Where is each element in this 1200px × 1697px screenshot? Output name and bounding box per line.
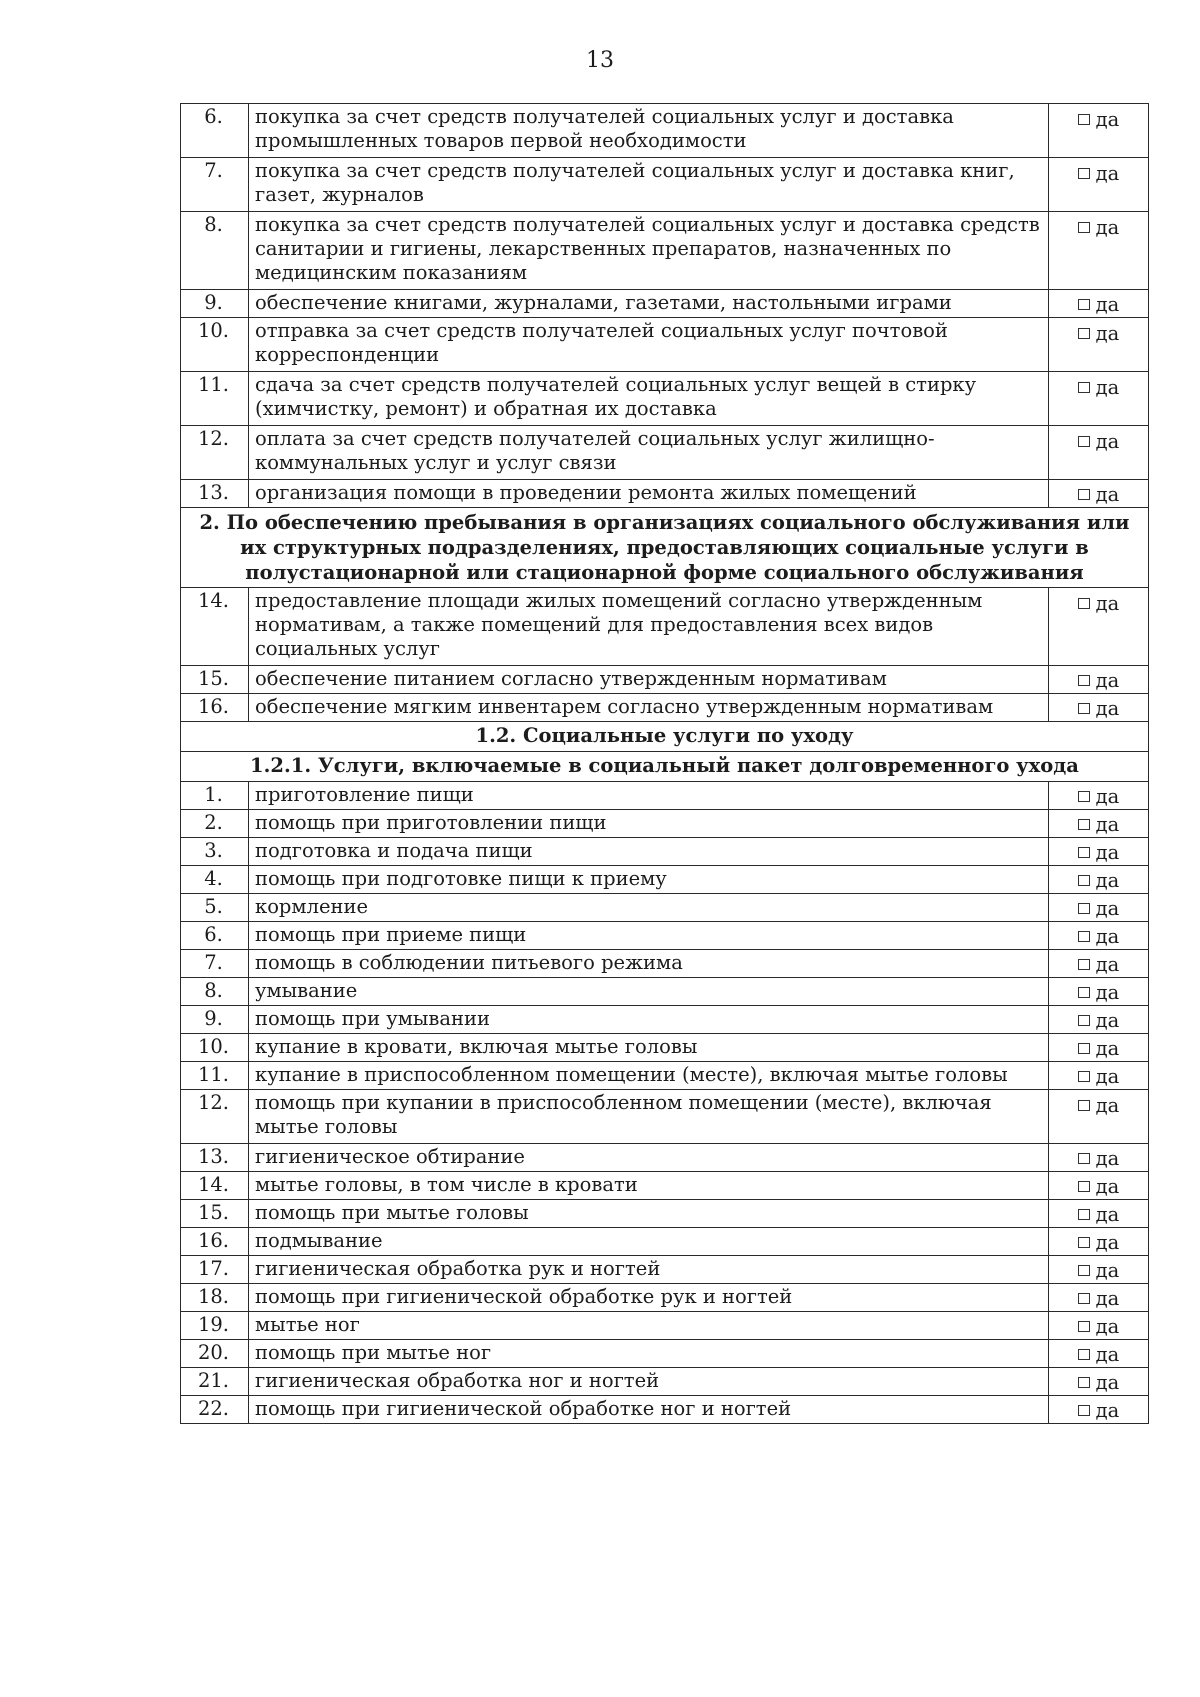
group-b-rows [181, 588, 1149, 722]
checkbox-cell [1049, 290, 1149, 318]
checkbox-cell [1049, 158, 1149, 212]
service-description: подмывание [249, 1228, 1049, 1256]
checkbox-icon[interactable] [1078, 222, 1090, 233]
row-number: 9. [181, 290, 249, 318]
table-row [181, 158, 1149, 212]
table-row [181, 1034, 1149, 1062]
service-description: помощь при умывании [249, 1006, 1049, 1034]
row-number: 5. [181, 894, 249, 922]
checkbox-label: да [1095, 813, 1120, 836]
row-number: 6. [181, 104, 249, 158]
row-number: 13. [181, 480, 249, 508]
row-number: 16. [181, 1228, 249, 1256]
table-row [181, 1284, 1149, 1312]
checkbox-icon[interactable] [1078, 1265, 1090, 1276]
row-number: 22. [181, 1396, 249, 1424]
table-row [181, 480, 1149, 508]
section-2-block [181, 508, 1149, 588]
services-table [180, 103, 1149, 1424]
table-row [181, 666, 1149, 694]
checkbox-icon[interactable] [1078, 382, 1090, 393]
section-1-2-block [181, 722, 1149, 782]
checkbox-label: да [1095, 430, 1120, 453]
checkbox-cell [1049, 372, 1149, 426]
table-row [181, 1062, 1149, 1090]
checkbox-icon[interactable] [1078, 931, 1090, 942]
checkbox-label: да [1095, 953, 1120, 976]
table-row [181, 1200, 1149, 1228]
row-number: 7. [181, 950, 249, 978]
checkbox-cell [1049, 1144, 1149, 1172]
table-row [181, 922, 1149, 950]
service-description: помощь при купании в приспособленном помещении (месте), включая мытье головы [249, 1090, 1049, 1144]
checkbox-cell [1049, 978, 1149, 1006]
checkbox-label: да [1095, 1315, 1120, 1338]
service-description: купание в кровати, включая мытье головы [249, 1034, 1049, 1062]
section-2-heading: 2. По обеспечению пребывания в организациях социального обслуживания или их структурных подразделениях, предоставляющих социальные услуги в полустационарной или стационарной форме социального обслуживания [181, 508, 1149, 588]
table-row [181, 212, 1149, 290]
checkbox-label: да [1095, 1231, 1120, 1254]
checkbox-cell [1049, 318, 1149, 372]
row-number: 9. [181, 1006, 249, 1034]
checkbox-icon[interactable] [1078, 598, 1090, 609]
checkbox-icon[interactable] [1078, 1405, 1090, 1416]
checkbox-cell [1049, 1312, 1149, 1340]
row-number: 6. [181, 922, 249, 950]
checkbox-cell [1049, 1368, 1149, 1396]
checkbox-icon[interactable] [1078, 1015, 1090, 1026]
checkbox-label: да [1095, 785, 1120, 808]
row-number: 8. [181, 212, 249, 290]
checkbox-cell [1049, 1228, 1149, 1256]
checkbox-cell [1049, 894, 1149, 922]
table-row [181, 588, 1149, 666]
row-number: 16. [181, 694, 249, 722]
service-description: обеспечение питанием согласно утвержденным нормативам [249, 666, 1049, 694]
row-number: 1. [181, 782, 249, 810]
service-description: предоставление площади жилых помещений согласно утвержденным нормативам, а также помещений для предоставления всех видов социальных услуг [249, 588, 1049, 666]
row-number: 10. [181, 1034, 249, 1062]
checkbox-label: да [1095, 1203, 1120, 1226]
table-row [181, 1006, 1149, 1034]
checkbox-label: да [1095, 897, 1120, 920]
row-number: 2. [181, 810, 249, 838]
checkbox-icon[interactable] [1078, 1377, 1090, 1388]
checkbox-label: да [1095, 216, 1120, 239]
checkbox-icon[interactable] [1078, 875, 1090, 886]
checkbox-label: да [1095, 1037, 1120, 1060]
row-number: 13. [181, 1144, 249, 1172]
checkbox-icon[interactable] [1078, 328, 1090, 339]
checkbox-icon[interactable] [1078, 1153, 1090, 1164]
checkbox-label: да [1095, 1175, 1120, 1198]
checkbox-icon[interactable] [1078, 489, 1090, 500]
service-description: отправка за счет средств получателей социальных услуг почтовой корреспонденции [249, 318, 1049, 372]
checkbox-cell [1049, 782, 1149, 810]
checkbox-cell [1049, 1062, 1149, 1090]
checkbox-label: да [1095, 1009, 1120, 1032]
service-description: обеспечение мягким инвентарем согласно утвержденным нормативам [249, 694, 1049, 722]
table-row [181, 838, 1149, 866]
service-description: подготовка и подача пищи [249, 838, 1049, 866]
checkbox-label: да [1095, 592, 1120, 615]
table-row [181, 1172, 1149, 1200]
row-number: 12. [181, 1090, 249, 1144]
checkbox-cell [1049, 212, 1149, 290]
checkbox-cell [1049, 950, 1149, 978]
row-number: 15. [181, 666, 249, 694]
table-row [181, 1368, 1149, 1396]
row-number: 18. [181, 1284, 249, 1312]
checkbox-icon[interactable] [1078, 1349, 1090, 1360]
service-description: помощь при подготовке пищи к приему [249, 866, 1049, 894]
row-number: 10. [181, 318, 249, 372]
row-number: 19. [181, 1312, 249, 1340]
service-description: помощь при приготовлении пищи [249, 810, 1049, 838]
row-number: 8. [181, 978, 249, 1006]
checkbox-icon[interactable] [1078, 1100, 1090, 1111]
service-description: помощь при гигиенической обработке рук и ногтей [249, 1284, 1049, 1312]
table-row [181, 782, 1149, 810]
service-description: обеспечение книгами, журналами, газетами, настольными играми [249, 290, 1049, 318]
checkbox-cell [1049, 1256, 1149, 1284]
row-number: 21. [181, 1368, 249, 1396]
service-description: помощь при мытье головы [249, 1200, 1049, 1228]
service-description: покупка за счет средств получателей социальных услуг и доставка средств санитарии и гигиены, лекарственных препаратов, назначенных по медицинским показаниям [249, 212, 1049, 290]
checkbox-icon[interactable] [1078, 1043, 1090, 1054]
checkbox-label: да [1095, 1147, 1120, 1170]
service-description: сдача за счет средств получателей социальных услуг вещей в стирку (химчистку, ремонт) и обратная их доставка [249, 372, 1049, 426]
checkbox-cell [1049, 866, 1149, 894]
checkbox-cell [1049, 1006, 1149, 1034]
checkbox-label: да [1095, 1371, 1120, 1394]
checkbox-label: да [1095, 925, 1120, 948]
row-number: 14. [181, 1172, 249, 1200]
table-row [181, 1090, 1149, 1144]
checkbox-icon[interactable] [1078, 819, 1090, 830]
checkbox-cell [1049, 838, 1149, 866]
row-number: 3. [181, 838, 249, 866]
checkbox-icon[interactable] [1078, 987, 1090, 998]
table-row [181, 978, 1149, 1006]
checkbox-cell [1049, 1090, 1149, 1144]
checkbox-icon[interactable] [1078, 703, 1090, 714]
table-row [181, 866, 1149, 894]
checkbox-cell [1049, 588, 1149, 666]
service-description: организация помощи в проведении ремонта жилых помещений [249, 480, 1049, 508]
service-description: приготовление пищи [249, 782, 1049, 810]
service-description: купание в приспособленном помещении (месте), включая мытье головы [249, 1062, 1049, 1090]
group-a-rows [181, 104, 1149, 508]
table-row [181, 1340, 1149, 1368]
service-description: покупка за счет средств получателей социальных услуг и доставка промышленных товаров первой необходимости [249, 104, 1049, 158]
checkbox-cell [1049, 922, 1149, 950]
checkbox-cell [1049, 1034, 1149, 1062]
checkbox-label: да [1095, 162, 1120, 185]
checkbox-label: да [1095, 1065, 1120, 1088]
checkbox-icon[interactable] [1078, 1071, 1090, 1082]
checkbox-cell [1049, 810, 1149, 838]
group-c-rows [181, 782, 1149, 1424]
checkbox-icon[interactable] [1078, 903, 1090, 914]
section-1-2-1-heading: 1.2.1. Услуги, включаемые в социальный пакет долговременного ухода [181, 752, 1149, 782]
service-description: мытье ног [249, 1312, 1049, 1340]
checkbox-label: да [1095, 697, 1120, 720]
checkbox-label: да [1095, 1094, 1120, 1117]
checkbox-label: да [1095, 841, 1120, 864]
table-row [181, 290, 1149, 318]
checkbox-cell [1049, 480, 1149, 508]
checkbox-cell [1049, 1284, 1149, 1312]
table-row [181, 950, 1149, 978]
checkbox-icon[interactable] [1078, 114, 1090, 125]
checkbox-label: да [1095, 322, 1120, 345]
service-description: гигиеническое обтирание [249, 1144, 1049, 1172]
service-description: кормление [249, 894, 1049, 922]
table-row [181, 1256, 1149, 1284]
checkbox-label: да [1095, 1343, 1120, 1366]
service-description: помощь при гигиенической обработке ног и ногтей [249, 1396, 1049, 1424]
checkbox-icon[interactable] [1078, 436, 1090, 447]
checkbox-label: да [1095, 108, 1120, 131]
table-row [181, 810, 1149, 838]
service-description: мытье головы, в том числе в кровати [249, 1172, 1049, 1200]
service-description: помощь при мытье ног [249, 1340, 1049, 1368]
row-number: 7. [181, 158, 249, 212]
checkbox-cell [1049, 694, 1149, 722]
service-description: помощь в соблюдении питьевого режима [249, 950, 1049, 978]
row-number: 12. [181, 426, 249, 480]
service-description: гигиеническая обработка рук и ногтей [249, 1256, 1049, 1284]
table-row [181, 1396, 1149, 1424]
table-row [181, 372, 1149, 426]
table-row [181, 104, 1149, 158]
section-1-2-heading: 1.2. Социальные услуги по уходу [181, 722, 1149, 752]
checkbox-label: да [1095, 376, 1120, 399]
table-row [181, 318, 1149, 372]
checkbox-label: да [1095, 1287, 1120, 1310]
checkbox-icon[interactable] [1078, 959, 1090, 970]
page-number: 13 [586, 48, 614, 73]
checkbox-icon[interactable] [1078, 675, 1090, 686]
service-description: помощь при приеме пищи [249, 922, 1049, 950]
checkbox-icon[interactable] [1078, 1321, 1090, 1332]
checkbox-label: да [1095, 869, 1120, 892]
checkbox-icon[interactable] [1078, 1293, 1090, 1304]
checkbox-icon[interactable] [1078, 847, 1090, 858]
row-number: 20. [181, 1340, 249, 1368]
service-description: покупка за счет средств получателей социальных услуг и доставка книг, газет, журналов [249, 158, 1049, 212]
checkbox-icon[interactable] [1078, 1181, 1090, 1192]
row-number: 11. [181, 372, 249, 426]
service-description: умывание [249, 978, 1049, 1006]
checkbox-label: да [1095, 483, 1120, 506]
service-description: оплата за счет средств получателей социальных услуг жилищно-коммунальных услуг и услуг связи [249, 426, 1049, 480]
checkbox-cell [1049, 1200, 1149, 1228]
table-row [181, 1228, 1149, 1256]
service-description: гигиеническая обработка ног и ногтей [249, 1368, 1049, 1396]
checkbox-icon[interactable] [1078, 299, 1090, 310]
table-row [181, 894, 1149, 922]
checkbox-icon[interactable] [1078, 1209, 1090, 1220]
checkbox-cell [1049, 666, 1149, 694]
row-number: 17. [181, 1256, 249, 1284]
table-row [181, 1312, 1149, 1340]
table-row [181, 1144, 1149, 1172]
checkbox-icon[interactable] [1078, 791, 1090, 802]
row-number: 4. [181, 866, 249, 894]
table-row [181, 694, 1149, 722]
checkbox-icon[interactable] [1078, 168, 1090, 179]
checkbox-cell [1049, 1340, 1149, 1368]
checkbox-cell [1049, 1396, 1149, 1424]
checkbox-cell [1049, 1172, 1149, 1200]
checkbox-label: да [1095, 1259, 1120, 1282]
row-number: 14. [181, 588, 249, 666]
checkbox-label: да [1095, 981, 1120, 1004]
checkbox-cell [1049, 104, 1149, 158]
checkbox-label: да [1095, 293, 1120, 316]
row-number: 15. [181, 1200, 249, 1228]
table-row [181, 426, 1149, 480]
checkbox-icon[interactable] [1078, 1237, 1090, 1248]
checkbox-label: да [1095, 1399, 1120, 1422]
checkbox-label: да [1095, 669, 1120, 692]
checkbox-cell [1049, 426, 1149, 480]
row-number: 11. [181, 1062, 249, 1090]
